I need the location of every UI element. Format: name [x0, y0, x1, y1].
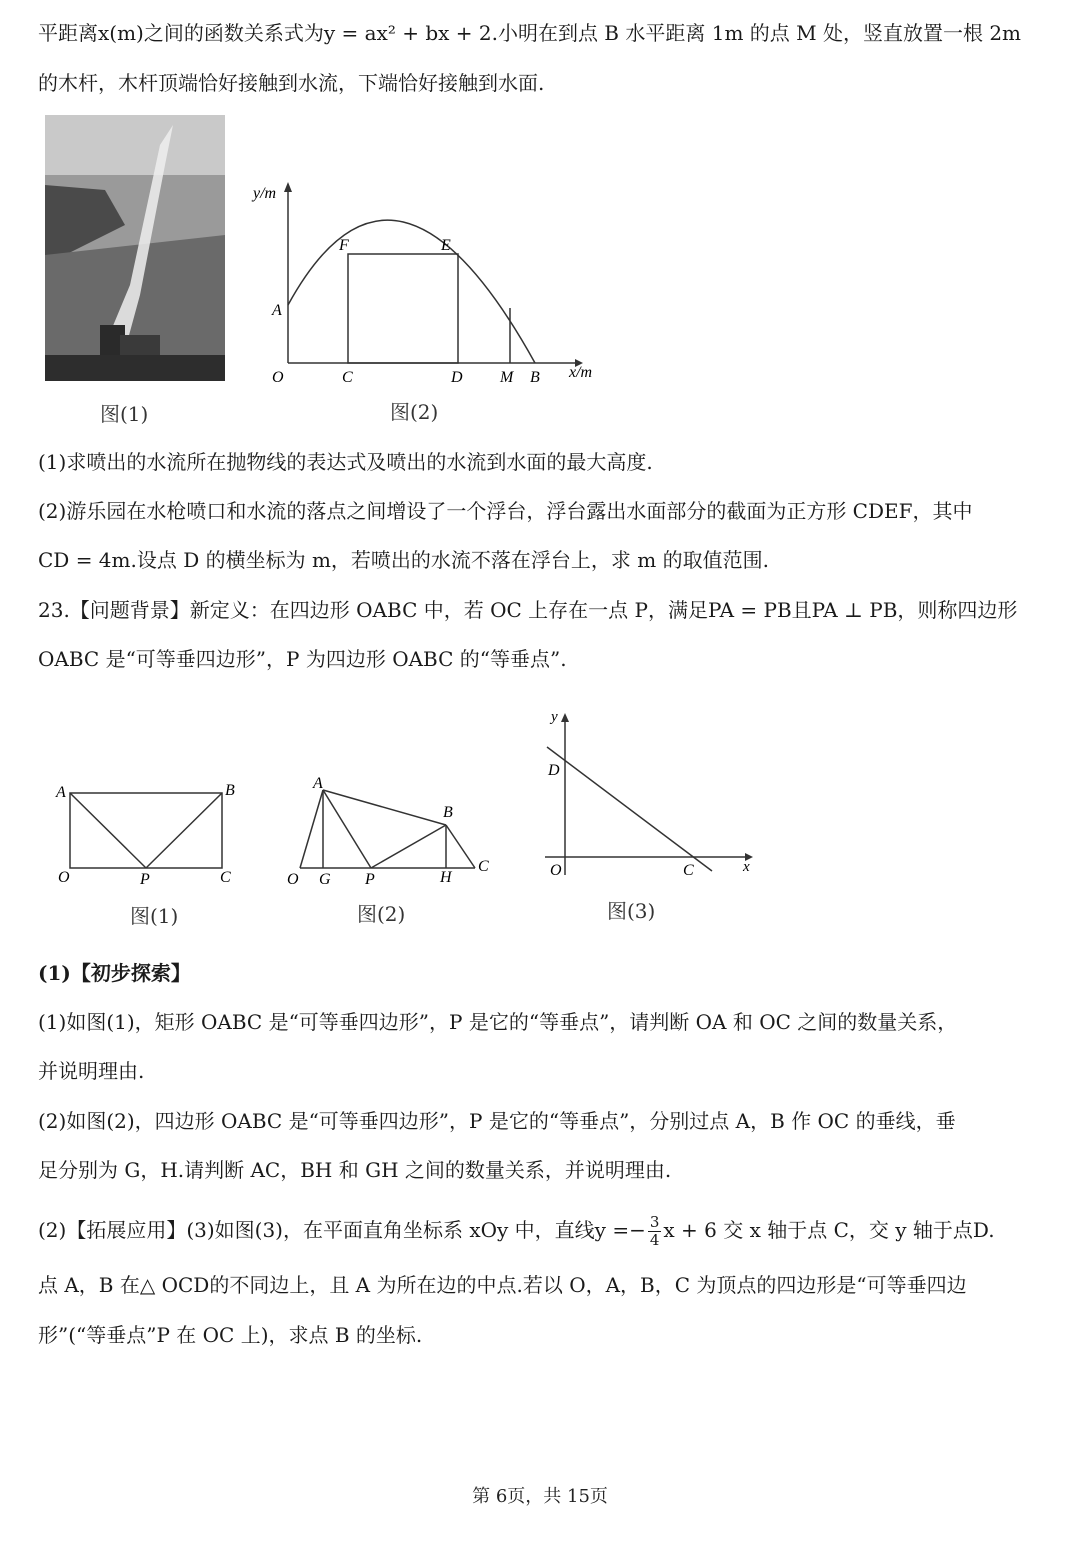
p22-q2-line1: (2)游乐园在水枪喷口和水流的落点之间增设了一个浮台，浮台露出水面部分的截面为正方形 CDEF，其中	[38, 499, 973, 523]
segment-OA	[300, 790, 323, 868]
label-A: A	[313, 775, 323, 792]
p23-fig3-coordinate-plane	[540, 705, 770, 885]
p23-q1-line1: (1)如图(1)，矩形 OABC 是“可等垂四边形”，P 是它的“等垂点”，请判断 OA 和 OC 之间的数量关系，	[38, 1010, 958, 1034]
p23-part2-line3: 形”(“等垂点”P 在 OC 上)，求点 B 的坐标.	[38, 1323, 423, 1347]
square-CDEF	[348, 254, 458, 363]
label-F: F	[339, 237, 349, 254]
p22-q2-line2: CD = 4m.设点 D 的横坐标为 m，若喷出的水流不落在浮台上，求 m 的取值范围.	[38, 548, 769, 572]
p23-fig2-diagram	[283, 770, 498, 890]
label-O: O	[550, 862, 562, 879]
p23-part2-line2: 点 A，B 在△ OCD的不同边上，且 A 为所在边的中点.若以 O，A，B，C 为顶点的四边形是“可等垂四边	[38, 1273, 967, 1297]
label-x-axis: x/m	[569, 364, 593, 381]
label-E: E	[441, 237, 451, 254]
label-B: B	[225, 782, 235, 799]
label-C: C	[342, 369, 353, 386]
p22-q1: (1)求喷出的水流所在抛物线的表达式及喷出的水流到水面的最大高度.	[38, 450, 653, 474]
p23-part2-line1-prefix: (2)【拓展应用】(3)如图(3)，在平面直角坐标系 xOy 中，直线y =−	[38, 1218, 646, 1242]
label-P: P	[140, 871, 150, 888]
p23-part1-header: (1)【初步探索】	[38, 961, 191, 985]
p23-q2-line2: 足分别为 G，H.请判断 AC，BH 和 GH 之间的数量关系，并说明理由.	[38, 1158, 672, 1182]
label-B: B	[530, 369, 540, 386]
parabola-curve	[288, 220, 535, 363]
label-B: B	[443, 804, 453, 821]
label-C: C	[220, 869, 231, 886]
label-A: A	[272, 302, 282, 319]
line-DC	[547, 747, 712, 871]
fountain-photo-illustration	[45, 115, 225, 381]
segment-PA	[70, 793, 146, 868]
label-C: C	[478, 858, 489, 875]
rectangle-OABC	[70, 793, 222, 868]
fraction-three-quarters	[648, 1214, 662, 1249]
p23-line1: 23.【问题背景】新定义：在四边形 OABC 中，若 OC 上存在一点 P，满足PA = PB且PA ⊥ PB，则称四边形	[38, 598, 1018, 622]
segment-PB	[146, 793, 222, 868]
label-D: D	[548, 762, 560, 779]
label-C: C	[683, 862, 694, 879]
label-O: O	[272, 369, 284, 386]
y-axis-arrow	[284, 182, 292, 192]
label-y: y	[551, 709, 558, 725]
label-A: A	[56, 784, 66, 801]
label-P: P	[365, 871, 375, 888]
p23-fig1-diagram	[50, 775, 250, 890]
p22-fig1-caption: 图(1)	[100, 402, 149, 426]
p22-fig2-caption: 图(2)	[390, 400, 439, 424]
page-footer: 第 6页，共 15页	[472, 1486, 608, 1507]
p22-intro-line1: 平距离x(m)之间的函数关系式为y = ax² + bx + 2.小明在到点 B 水平距离 1m 的点 M 处，竖直放置一根 2m	[38, 21, 1022, 45]
fraction-numerator: 3	[649, 1213, 660, 1231]
p23-fig1-caption: 图(1)	[130, 904, 179, 928]
label-y-axis: y/m	[253, 185, 277, 202]
segment-PB	[371, 825, 446, 868]
fraction-denominator: 4	[649, 1231, 660, 1249]
p23-line2: OABC 是“可等垂四边形”，P 为四边形 OABC 的“等垂点”.	[38, 647, 567, 671]
p23-fig2-caption: 图(2)	[357, 902, 406, 926]
segment-BC	[446, 825, 475, 868]
p23-part2-line1-suffix: x + 6 交 x 轴于点 C，交 y 轴于点D.	[663, 1218, 995, 1242]
p23-q1-line2: 并说明理由.	[38, 1059, 145, 1083]
fountain-photo	[45, 115, 225, 381]
p23-q2-line1: (2)如图(2)，四边形 OABC 是“可等垂四边形”，P 是它的“等垂点”，分别过点 A，B 作 OC 的垂线，垂	[38, 1109, 956, 1133]
label-O: O	[287, 871, 299, 888]
p23-fig3-caption: 图(3)	[607, 899, 656, 923]
label-G: G	[319, 871, 331, 888]
label-D: D	[451, 369, 463, 386]
label-x: x	[743, 859, 750, 875]
p23-part2-line1	[38, 1214, 1064, 1249]
p22-fig2-graph	[245, 170, 605, 395]
label-M: M	[500, 369, 514, 386]
label-O: O	[58, 869, 70, 886]
p22-intro-line2: 的木杆，木杆顶端恰好接触到水流，下端恰好接触到水面.	[38, 71, 545, 95]
y-axis-arrow	[561, 713, 569, 722]
label-H: H	[440, 869, 452, 886]
